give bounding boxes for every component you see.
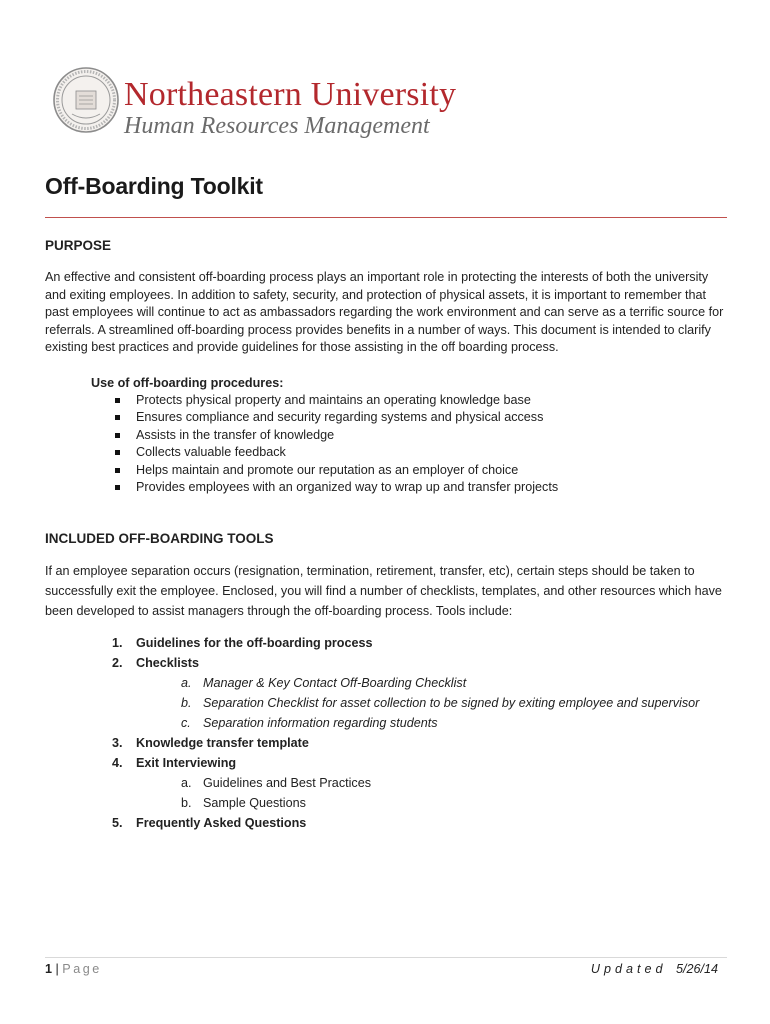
tool-label: Checklists	[136, 656, 199, 670]
tool-label: Knowledge transfer template	[136, 736, 309, 750]
square-bullet-icon	[115, 433, 120, 438]
tools-list	[112, 633, 732, 833]
tool-number: 2.	[112, 656, 123, 670]
tool-label: Exit Interviewing	[136, 756, 237, 770]
tool-subitem-letter: b.	[181, 696, 192, 710]
square-bullet-icon	[115, 450, 120, 455]
page-separator: |	[55, 962, 59, 976]
tool-item	[112, 813, 732, 833]
list-item-text: Assists in the transfer of knowledge	[136, 427, 335, 442]
document-title: Off-Boarding Toolkit	[45, 173, 263, 199]
tools-paragraph: If an employee separation occurs (resignation, termination, retirement, transfer, etc), certain steps should be taken to successfully exit the employee. Enclosed, you will find a number of checklists, templates, and other resources which have been developed to assist managers through the off-boarding process. Tools include:	[45, 564, 722, 618]
tool-number: 4.	[112, 756, 123, 770]
list-item	[91, 444, 691, 461]
square-bullet-icon	[115, 398, 120, 403]
page-indicator	[45, 962, 102, 976]
tool-label: Frequently Asked Questions	[136, 816, 307, 830]
list-item	[91, 479, 691, 496]
tool-subitem-label: Sample Questions	[203, 796, 306, 810]
tool-subitem	[112, 693, 732, 713]
department-name: Human Resources Management	[124, 113, 430, 139]
purpose-heading: PURPOSE	[45, 238, 112, 253]
tool-subitem-letter: c.	[181, 716, 191, 730]
list-item	[91, 392, 691, 409]
tools-heading: INCLUDED OFF-BOARDING TOOLS	[45, 531, 274, 546]
tool-number: 1.	[112, 636, 123, 650]
tool-subitem-label: Separation information regarding students	[203, 716, 438, 730]
list-item-text: Provides employees with an organized way to wrap up and transfer projects	[136, 480, 559, 495]
tool-subitem-label: Guidelines and Best Practices	[203, 776, 372, 790]
updated-date: 5/26/14	[675, 962, 718, 976]
page-number: 1	[45, 962, 53, 976]
tool-subitem	[112, 673, 732, 693]
tool-subitem	[112, 713, 732, 733]
tool-subitem-letter: a.	[181, 676, 192, 690]
list-item-text: Protects physical property and maintains an operating knowledge base	[136, 393, 531, 407]
tool-number: 5.	[112, 816, 123, 830]
square-bullet-icon	[115, 415, 120, 420]
tool-item	[112, 733, 732, 753]
tool-item	[112, 753, 732, 773]
tool-label: Guidelines for the off-boarding process	[136, 636, 373, 650]
page-word: Page	[62, 962, 102, 976]
tool-subitem-letter: b.	[181, 796, 192, 810]
university-logo-header	[52, 64, 482, 144]
tool-subitem	[112, 793, 732, 813]
square-bullet-icon	[115, 485, 120, 490]
list-item-text: Helps maintain and promote our reputation as an employer of choice	[136, 462, 519, 477]
tool-subitem	[112, 773, 732, 793]
uses-list	[91, 392, 691, 496]
footer-divider	[45, 957, 727, 958]
tool-subitem-letter: a.	[181, 776, 192, 790]
uses-section	[91, 374, 691, 496]
title-divider	[45, 217, 727, 218]
tool-item	[112, 633, 732, 653]
list-item	[91, 462, 691, 479]
university-name: Northeastern University	[124, 76, 457, 113]
tool-item	[112, 653, 732, 673]
list-item-text: Collects valuable feedback	[136, 445, 286, 460]
tool-number: 3.	[112, 736, 123, 750]
list-item-text: Ensures compliance and security regarding systems and physical access	[136, 410, 544, 425]
list-item	[91, 409, 691, 426]
tool-subitem-label: Separation Checklist for asset collection to be signed by exiting employee and supervisor	[203, 696, 700, 710]
updated-label: Updated	[590, 962, 667, 976]
uses-heading: Use of off-boarding procedures:	[91, 376, 284, 390]
list-item	[91, 427, 691, 444]
tool-subitem-label: Manager & Key Contact Off-Boarding Checklist	[203, 676, 467, 690]
university-seal-icon	[52, 66, 120, 134]
updated-stamp	[591, 962, 718, 976]
square-bullet-icon	[115, 468, 120, 473]
purpose-paragraph: An effective and consistent off-boarding process plays an important role in protecting the interests of both the university and exiting employees. In addition to safety, security, and protection of physical assets, it is important to remember that past employees will continue to act as ambassadors regarding the work environment and can serve as a terrific source for referrals. A streamlined off-boarding process provides benefits in a number of ways. This document is intended to clarify existing best practices and provide guidelines for those assisting in the off boarding process.	[45, 270, 724, 354]
